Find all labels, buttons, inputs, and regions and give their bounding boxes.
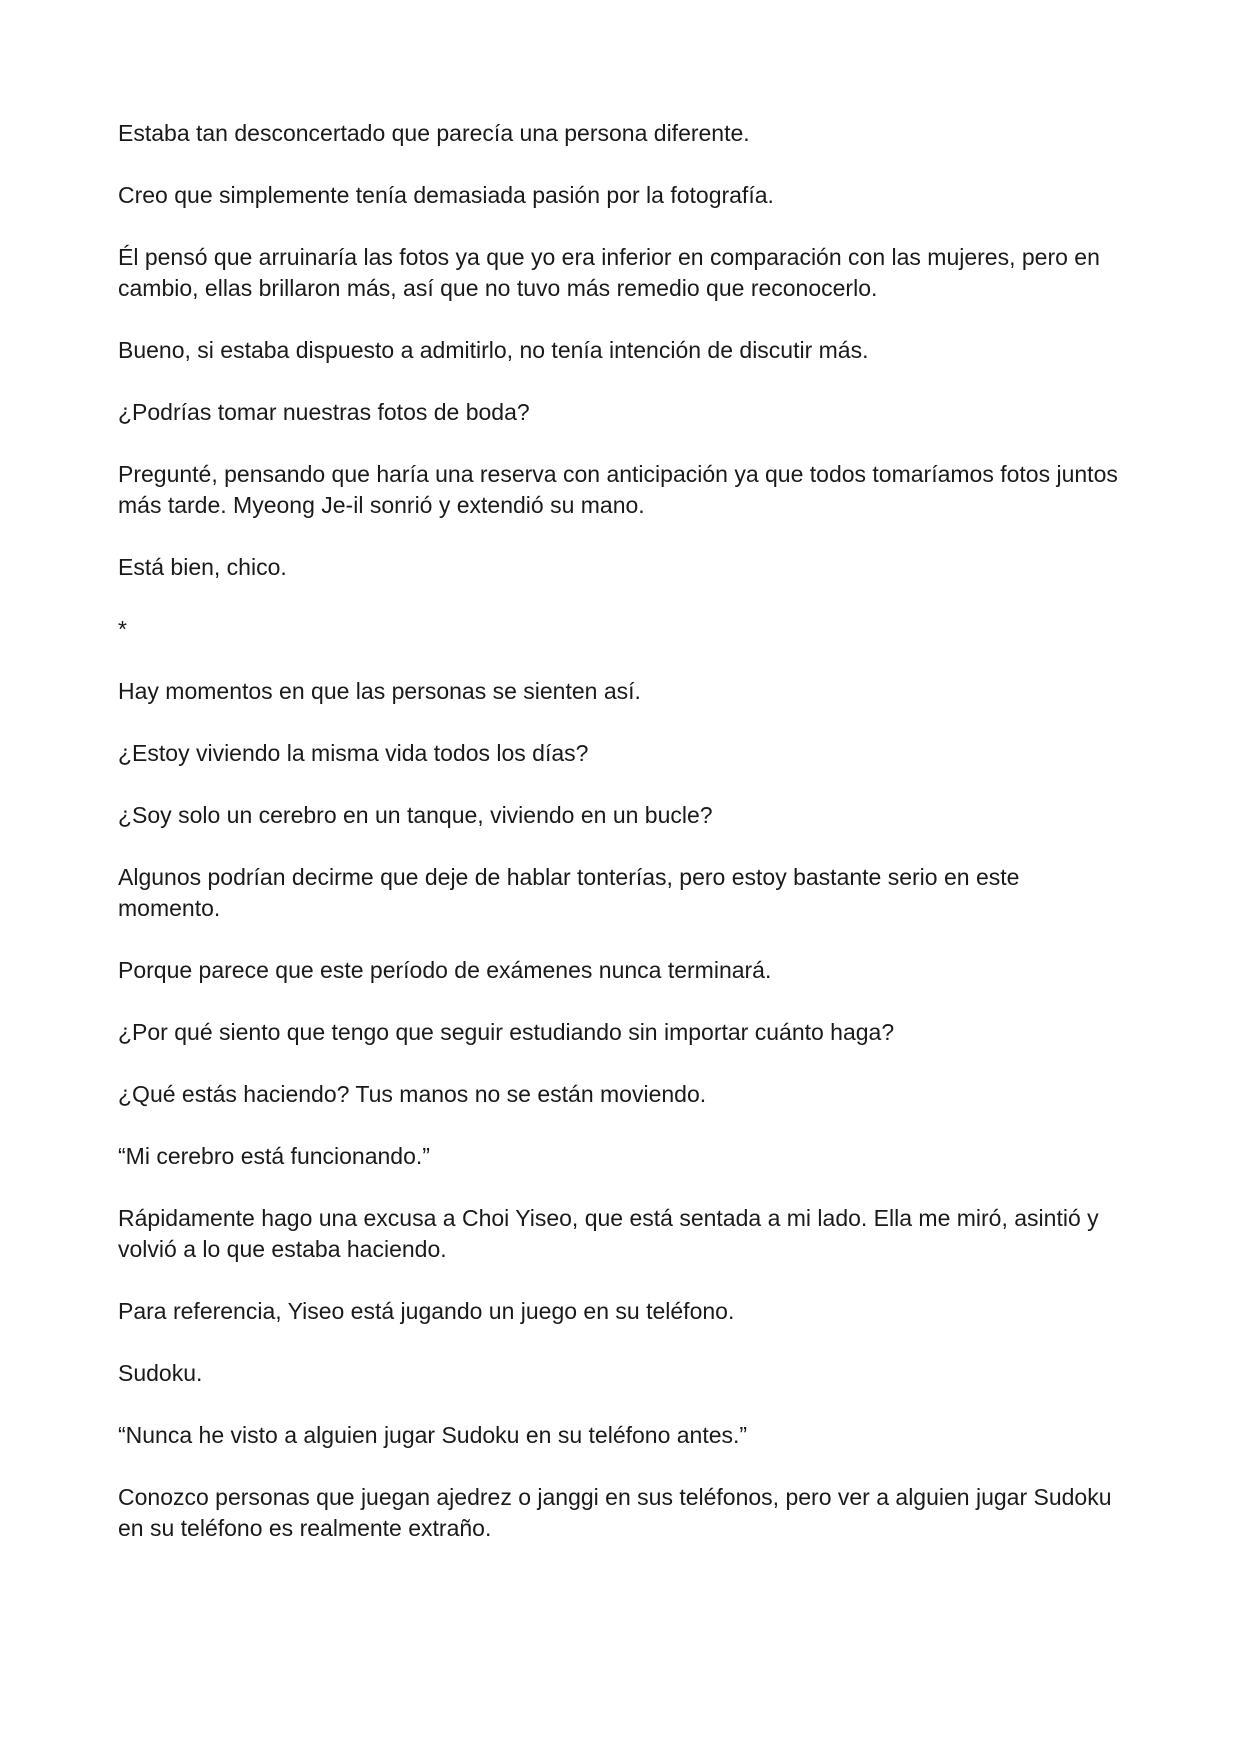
paragraph: Bueno, si estaba dispuesto a admitirlo, no tenía intención de discutir más.	[118, 337, 869, 363]
scene-break: *	[118, 616, 127, 642]
paragraph: Él pensó que arruinaría las fotos ya que yo era inferior en comparación con las mujeres, pero en cambio, ellas brillaron más, así que no tuvo más remedio que reconocerlo.	[118, 244, 1100, 301]
paragraph: ¿Soy solo un cerebro en un tanque, viviendo en un bucle?	[118, 802, 713, 828]
paragraph: ¿Por qué siento que tengo que seguir estudiando sin importar cuánto haga?	[118, 1019, 895, 1045]
paragraph: Creo que simplemente tenía demasiada pasión por la fotografía.	[118, 182, 774, 208]
paragraph: Hay momentos en que las personas se sienten así.	[118, 678, 641, 704]
paragraph: ¿Qué estás haciendo? Tus manos no se están moviendo.	[118, 1081, 707, 1107]
paragraph: Algunos podrían decirme que deje de hablar tonterías, pero estoy bastante serio en este momento.	[118, 864, 1020, 921]
paragraph: ¿Estoy viviendo la misma vida todos los días?	[118, 740, 589, 766]
paragraph: Rápidamente hago una excusa a Choi Yiseo, que está sentada a mi lado. Ella me miró, asintió y volvió a lo que estaba haciendo.	[118, 1205, 1099, 1262]
paragraph: “Nunca he visto a alguien jugar Sudoku en su teléfono antes.”	[118, 1422, 748, 1448]
paragraph: ¿Podrías tomar nuestras fotos de boda?	[118, 399, 530, 425]
paragraph: Pregunté, pensando que haría una reserva con anticipación ya que todos tomaríamos fotos juntos más tarde. Myeong Je-il sonrió y extendió su mano.	[118, 461, 1118, 518]
paragraph: Conozco personas que juegan ajedrez o janggi en sus teléfonos, pero ver a alguien jugar Sudoku en su teléfono es realmente extraño.	[118, 1484, 1112, 1541]
document-page	[118, 118, 1128, 1575]
paragraph: Para referencia, Yiseo está jugando un juego en su teléfono.	[118, 1298, 735, 1324]
paragraph: Estaba tan desconcertado que parecía una persona diferente.	[118, 120, 750, 146]
paragraph: Porque parece que este período de exámenes nunca terminará.	[118, 957, 772, 983]
paragraph: “Mi cerebro está funcionando.”	[118, 1143, 430, 1169]
paragraph: Está bien, chico.	[118, 554, 287, 580]
paragraph: Sudoku.	[118, 1360, 203, 1386]
